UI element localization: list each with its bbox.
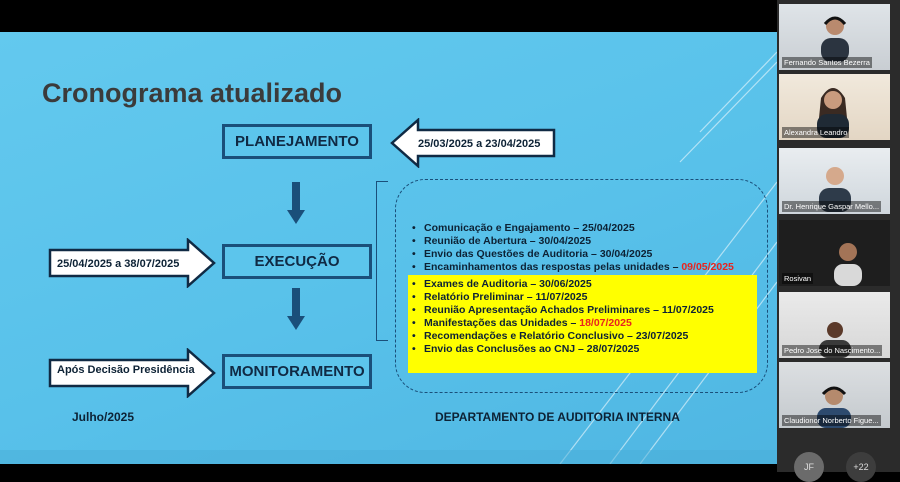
planejamento-dates: 25/03/2025 a 23/04/2025 xyxy=(418,138,541,150)
participant-name: Claudionor Norberto Figue... xyxy=(784,416,879,425)
list-item: • Comunicação e Engajamento – 25/04/2025 xyxy=(410,222,770,235)
list-item-text: Encaminhamentos das respostas pelas unidades – xyxy=(424,261,682,273)
more-participants-button[interactable]: +22 xyxy=(846,452,876,482)
list-item: • Relatório Preliminar – 11/07/2025 xyxy=(410,291,755,304)
participant-tile[interactable] xyxy=(779,4,890,70)
person-icon xyxy=(817,12,853,62)
participant-tile[interactable] xyxy=(779,362,890,428)
phase-monitoramento: MONITORAMENTO xyxy=(222,354,372,389)
participant-tile[interactable] xyxy=(779,148,890,214)
activities-list xyxy=(410,222,770,274)
bracket xyxy=(376,181,388,341)
participant-name: Dr. Henrique Gaspar Mello... xyxy=(784,202,880,211)
participant-name: Rosivan xyxy=(784,274,812,283)
list-item: • Exames de Auditoria – 30/06/2025 xyxy=(410,278,755,291)
slide-date: Julho/2025 xyxy=(72,410,135,424)
department-name: DEPARTAMENTO DE AUDITORIA INTERNA xyxy=(435,410,680,424)
down-arrow-1 xyxy=(287,182,305,224)
down-arrow-2 xyxy=(287,288,305,330)
participant-name: Fernando Santos Bezerra xyxy=(784,58,870,67)
highlighted-activities-list xyxy=(410,278,755,356)
list-item: • Envio das Conclusões ao CNJ – 28/07/2025 xyxy=(410,343,755,356)
participant-tile[interactable] xyxy=(779,220,890,286)
avatar-jf[interactable]: JF xyxy=(794,452,824,482)
participant-tile[interactable] xyxy=(779,292,890,358)
list-item: • Reunião Apresentação Achados Preliminares – 11/07/2025 xyxy=(410,304,755,317)
red-date: 09/05/2025 xyxy=(681,261,734,273)
list-item: • Recomendações e Relatório Conclusivo – 23/07/2025 xyxy=(410,330,755,343)
list-item-text: Manifestações das Unidades – xyxy=(424,317,580,329)
phase-execucao: EXECUÇÃO xyxy=(222,244,372,279)
execucao-dates: 25/04/2025 a 38/07/2025 xyxy=(57,258,180,270)
list-item xyxy=(410,317,755,330)
participant-name: Alexandra Leandro xyxy=(784,128,848,137)
monitoramento-note: Após Decisão Presidência xyxy=(57,364,195,376)
participant-tile[interactable] xyxy=(779,74,890,140)
slide-title: Cronograma atualizado xyxy=(42,78,343,108)
phase-planejamento: PLANEJAMENTO xyxy=(222,124,372,159)
participant-name: Pedro Jose do Nascimento... xyxy=(784,346,881,355)
person-icon xyxy=(831,238,865,286)
red-date: 18/07/2025 xyxy=(579,317,632,329)
list-item: • Reunião de Abertura – 30/04/2025 xyxy=(410,235,770,248)
list-item xyxy=(410,261,770,274)
presentation-slide xyxy=(0,32,777,464)
list-item: • Envio das Questões de Auditoria – 30/04/2025 xyxy=(410,248,770,261)
